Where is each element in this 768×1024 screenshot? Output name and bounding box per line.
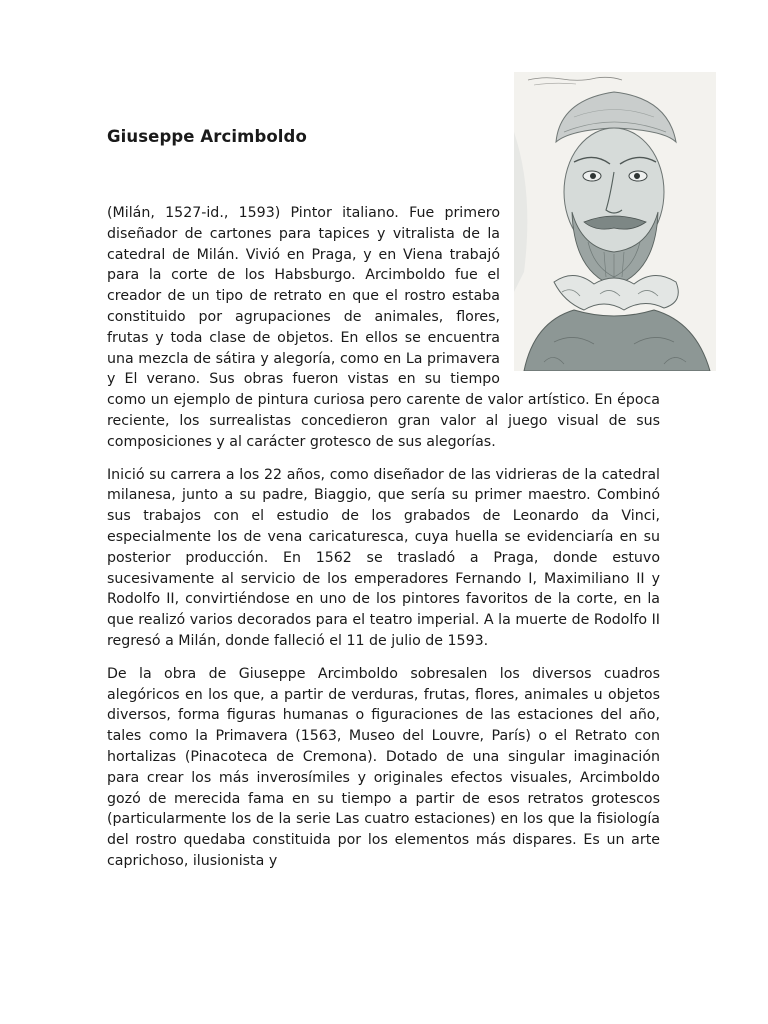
paragraph-2: Inició su carrera a los 22 años, como diseñador de las vidrieras de la catedral milanesa, junto a su padre, Biaggio, que sería su primer maestro. Combinó sus trabajos con el estudio de los grabados de Leonardo da Vinci, especialmente los de vena caricaturesca, cuya huella se evidenciaría en su posterior producción. En 1562 se trasladó a Praga, donde estuvo sucesivamente al servicio de los emperadores Fernando I, Maximiliano II y Rodolfo II, convirtiéndose en uno de los pintores favoritos de la corte, en la que realizó varios decorados para el teatro imperial. A la muerte de Rodolfo II regresó a Milán, donde falleció el 11 de julio de 1593. <box>107 466 660 649</box>
page-title: Giuseppe Arcimboldo <box>107 127 307 146</box>
paragraph-3: De la obra de Giuseppe Arcimboldo sobresalen los diversos cuadros alegóricos en los que, a partir de verduras, frutas, flores, animales u objetos diversos, forma figuras humanas o figuraciones de las estaciones del año, tales como la Primavera (1563, Museo del Louvre, París) o el Retrato con hortalizas (Pinacoteca de Cremona). Dotado de una singular imaginación para crear los más inverosímiles y originales efectos visuales, Arcimboldo gozó de merecida fama en su tiempo a partir de esos retratos grotescos (particularmente los de la serie Las cuatro estaciones) en los que la fisiología del rostro quedaba constituida por los elementos más dispares. Es un arte caprichoso, ilusionista y <box>107 665 660 869</box>
article-body <box>107 203 660 872</box>
paragraph-1 <box>107 203 660 453</box>
image-wrap-spacer <box>500 203 660 375</box>
paragraph-1-text: (Milán, 1527-id., 1593) Pintor italiano. Fue primero diseñador de cartones para tapices y vitralista de la catedral de Milán. Vivió en Praga, y en Viena trabajó para la corte de los Habsburgo. Arcimboldo fue el creador de un tipo de retrato en que el rostro estaba constituido por agrupaciones de animales, flores, frutas y toda clase de objetos. En ellos se encuentra una mezcla de sátira y alegoría, como en La primavera y El verano. Sus obras fueron vistas en su tiempo como un ejemplo de pintura curiosa pero carente de valor artístico. En época reciente, los surrealistas concedieron gran valor al juego visual de sus composiciones y al carácter grotesco de sus alegorías. <box>107 205 660 450</box>
